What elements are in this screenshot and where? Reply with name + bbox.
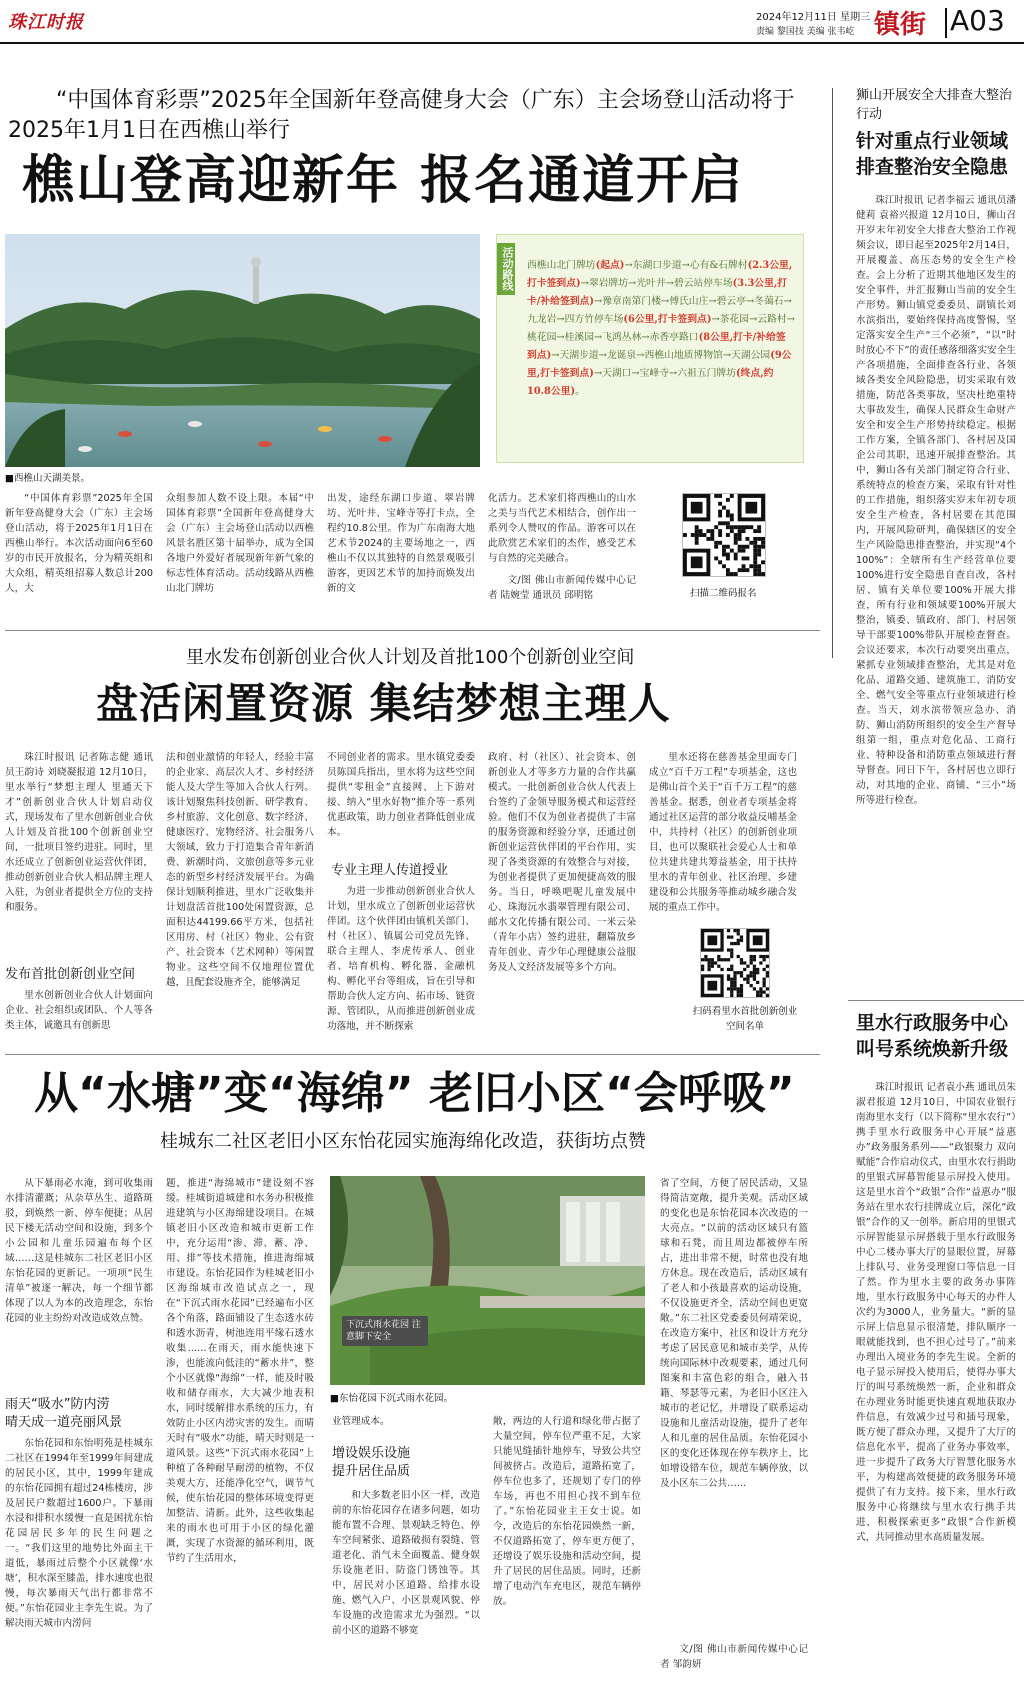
route-segment: 西樵山北门牌坊 (527, 260, 596, 271)
story3-col-5-text: 省了空间，方便了居民活动，又显得简洁宽敞，提升美观。活动区域的变化也是东怡花园本次改造的一大亮点。“以前的活动区域只有篮球和石凳，而且周边都被停车所占，进出非常不便，时常也没有地方休息。现在改造后，活动区域有了老人和小孩最喜欢的运动设施，不仅设施更齐全，活动空间也更宽敞。”东二社区党委委员何靖荣说，在改造方案中，社区和设计方充分考虑了居民意见和城市美学，从传统向国际林中改观要素，通过几何图案和丰富色彩的组合，融入书籍、琴瑟等元素，为老旧小区注入城市的老记忆，并增设了联系运动设施和儿童活动设施，提升了老年人和儿童的居住品质。东怡花园小区的变化还体现在停车秩序上，比如增设错车位，规范车辆停放，以及小区东二公共…… (660, 1178, 808, 1489)
story2-subhead-2: 专业主理人传道授业 (331, 863, 449, 878)
side2-body (856, 1080, 1016, 1676)
story3-col-5 (660, 1176, 808, 1638)
story3-col-3b-text: 和大多数老旧小区一样，改造前的东怡花园存在诸多问题，如功能布置不合理、景观缺乏特色、停车空间紧张、道路破损有裂缝、管道老化、消气未全面覆盖、健身娱乐设施老旧、防盗门锈蚀等。其中，居民对小区道路、给排水设施、燃气入户、小区景观风貌、停车设施的改造需求尤为强烈。“以前小区的道路不够宽 (332, 1490, 480, 1636)
story2-col-1-text: 珠江时报讯 记者陈志健 通讯员王韵诗 刘晓凝报道 12月10日，里水举行“梦想主理人 里通天下才”创新创业合伙人计划启动仪式，现场发布了里水创新创业合伙人计划及首批100个创新创业空间，一批项目签约进驻。同时，里水还成立了创新创业运营伙伴团，推动创新创业合伙人相品牌主理人入驻，为创业者提供全方位的支持和服务。 (5, 752, 153, 913)
story2-col-1 (5, 750, 153, 960)
story1-col-4 (488, 491, 636, 571)
masthead-divider (945, 8, 947, 38)
story1-photo-caption: ■西樵山天湖美景。 (5, 473, 90, 484)
story2-col-3-text: 不同创业者的需求。里水镇党委委员陈国兵指出，里水将为这些空间提供“零租金”直接网、上下游对接、纳入“里水好物”推介等一系列优惠政策，助力创业者降低创业成本。 (327, 752, 475, 838)
story1-col-3-text: 出发，途经东湖口步道、翠岩牌坊、光叶井、宝峰寺等打卡点，全程约10.8公里。作为广东南海大地艺术节2024的主要场地之一，西樵山不仅以其独特的自然景观吸引游客，更因艺术节的加持而焕发出新的文 (327, 493, 475, 594)
story1-col-2 (166, 491, 314, 603)
route-checkpoint: (2.3公里,打卡签到点) (527, 260, 793, 289)
story2-col-2-text: 法和创业激情的年轻人，经验丰富的企业家、高层次人才、乡村经济能人及大学生等加入合伙人行列。该计划聚焦科技创新、研学教育、乡村旅游、文化创意、数字经济、健康医疗、宠物经济、社会服务八大领域，致力于打造集合青年新消费、新潮时尚、文旅创意等多元业态的新型乡村经济发展平台。为确保计划顺利推进，里水广泛收集并计划盘活首批100处闲置资源，总面积达44199.66平方米，包括社区用房、村（社区）物业、公有资产、社会资本（艺术网种）等闲置物业。这些空间不仅地理位置优越，且配套设施齐全，能够满足 (166, 752, 314, 988)
story3-photo (330, 1176, 645, 1385)
story1-col-1 (5, 491, 153, 603)
side2-body-text: 珠江时报讯 记者袁小燕 通讯员朱淑君报道 12月10日，中国农业银行南海里水支行（以下简称“里水农行”）携手里水行政服务中心开展“益惠办”政务服务系列——“政银聚力 双向赋能”合作启动仪式，由里水农行捐助的里银式屏幕智能显示屏投入使用。这是里水首个“政银”合作“益惠办”服务站在里水农行挂牌成立后，深化“政银”合作的又一创举。新启用的里银式示屏智能显示屏搭载于里水行政服务中心二楼办事大厅的显眼位置，屏幕上排队号、业务受理窗口等信息一目了然。作为里水主要的政务办事阵地，里水行政服务中心每天的办件人次约为3000人，业务量大。“新的显示屏上信息显示很清楚，排队顺序一眼就能找到，也不担心过号了。”前来办理出入境业务的李先生说。全新的电子显示屏投入使用后，使得办事大厅的叫号系统焕然一新，企业和群众在办理业务时能更快速直观地获取办件信息，有效减少过号和插号现象，既方便了群众办理，又提升了大厅的信息化水平，提高了业务办事效率，进一步提升了政务大厅智慧化服务水平，为构建高效便捷的政务服务环境提供了有力支持。接下来，里水行政服务中心将继续与里水农行携手共进，积极探索更多“政银”合作新模式，共同推动里水高质量发展。 (856, 1082, 1016, 1543)
story1-col-1-text: “中国体育彩票”2025年全国新年登高健身大会（广东）主会场登山活动，将于2025年1月1日在西樵山举行。本次活动面向6至60岁的市民开放报名，分为精英组和大众组，精英组招募人数总计200人，大 (5, 493, 153, 594)
story2-col-4 (488, 750, 636, 1040)
story3-col-3-text: 业管理成本。 (332, 1416, 390, 1427)
route-tag: 活动路线 (497, 243, 515, 295)
story3-col-2-text: 题，推进“海绵城市”建设刻不容缓。桂城街道城建和水务办积极推进建筑与小区海绵建设项目。在城镇老旧小区改造和城市更新工作中，充分运用“渗、滞、蓄、净、用、排”等技术措施，推进海绵城市建设。东怡花园作为桂城老旧小区海绵城市改造试点之一，现在“下沉式雨水花园”已经遍布小区各个角落，路面铺设了生态透水砖和透水沥青，树池连用平缘石透水收集……在雨天，雨水能快速下渗，也能流向低洼的“蓄水井”，整个小区就像“海绵”一样，能及时吸收和储存雨水，大大减少地表积水，同时缓解排水系统的压力，有效防止小区内涝灾害的发生。而晴天时有“吸水”功能，晴天时则是一道风景。这些“下沉式雨水花园”上种植了各种耐旱耐涝的植物，不仅美观大方，还能净化空气，调节气候，使东怡花园的整体环境变得更加整洁、清新。此外，这些收集起来的雨水也可用于小区的绿化灌溉，实现了水资源的循环利用，既节约了生活用水， (166, 1178, 314, 1564)
route-segment: →茶花园→云路村→桃花园→桂溪园→飞鸿丛林→赤香亭路口 (527, 314, 795, 343)
side1-headline: 针对重点行业领域排查整治安全隐患 (856, 130, 1009, 178)
story1-qr-caption: 扫描二维码报名 (690, 588, 757, 599)
story2-kicker: 里水发布创新创业合伙人计划及首批100个创新创业空间 (186, 647, 635, 668)
story1-kicker: “中国体育彩票”2025年全国新年登高健身大会（广东）主会场登山活动将于2025年1月1日在西樵山举行 (8, 88, 795, 143)
story1-col-4-text: 化活力。艺术家们将西樵山的山水之美与当代艺术相结合，创作出一系列令人赞叹的作品。游客可以在此欣赏艺术家们的杰作，感受艺术与自然的完美融合。 (488, 493, 636, 564)
story3-deck: 桂城东二社区老旧小区东怡花园实施海绵化改造，获街坊点赞 (160, 1131, 646, 1152)
story3-col-1 (5, 1176, 153, 1391)
route-checkpoint: (终点,约10.8公里) (527, 368, 774, 397)
story3-subhead-1: 雨天“吸水”防内涝 (5, 1397, 110, 1412)
story3-subhead-3: 增设娱乐设施 (332, 1446, 411, 1461)
route-checkpoint: (6公里,打卡签到点) (623, 314, 712, 325)
story2-subhead-1: 发布首批创新创业空间 (5, 967, 136, 982)
story3-headline: 从“水塘”变“海绵” 老旧小区“会呼吸” (34, 1068, 795, 1119)
route-segment: →天湖口→宝峰寺→六祖五门牌坊 (593, 368, 737, 379)
story3-photo-sign: 下沉式雨水花园 注意脚下安全 (346, 1320, 421, 1342)
story1-col-2-text: 众组参加人数不设上限。本届“中国体育彩票”全国新年登高健身大会（广东）主会场登山活动以西樵风景名胜区第十届举办，成为全国各地户外爱好者展现新年新气象的标志性体育活动。活动线路从西樵山北门牌坊 (166, 493, 314, 594)
route-checkpoint: (3.3公里,打卡/补给签到点) (527, 278, 788, 307)
story3-photo-caption: ■东怡花园下沉式雨水花园。 (330, 1393, 453, 1404)
masthead-date: 2024年12月11日 星期三 (756, 12, 871, 23)
masthead-editors: 责编 黎国技 美编 张韦屹 (756, 27, 855, 37)
story3-col-2 (166, 1176, 314, 1676)
route-segment: →豫章南第门楼→傅氏山庄→碧云亭→冬蔼石→九龙岩→四方竹停车场 (527, 296, 792, 325)
story3-col-3b (332, 1488, 480, 1676)
story1-photo (5, 234, 480, 467)
story3-subhead-2: 晴天成一道亮丽风景 (5, 1415, 123, 1430)
story2-col-3 (327, 750, 475, 850)
story2-col-3b (327, 884, 475, 1040)
route-segment: →天湖步道→龙诞泉→西樵山地质博物馆→天湖公园 (551, 350, 771, 361)
route-segment: 。 (575, 386, 585, 397)
story1-credit: 文/图 佛山市新闻传媒中心记者 陆婉莹 通讯员 邱明铭 (488, 575, 636, 601)
story2-col-5 (649, 750, 797, 950)
story2-qr-code[interactable] (700, 928, 770, 998)
route-checkpoint: (起点) (595, 260, 625, 271)
story3-col-3 (332, 1414, 480, 1430)
route-segment: →东湖口步道→心有&石牌村 (624, 260, 748, 271)
story2-headline: 盘活闲置资源 集结梦想主理人 (96, 679, 671, 728)
route-checkpoint: (9公里,打卡签到点) (527, 350, 792, 379)
side2-headline: 里水行政服务中心叫号系统焕新升级 (856, 1012, 1009, 1060)
masthead-paper-name: 珠江时报 (8, 12, 84, 33)
route-segment: →翠岩牌坊→光叶井→碧云站停车场 (580, 278, 733, 289)
story2-top-rule (5, 630, 820, 631)
story3-col-4 (493, 1414, 641, 1676)
column-divider (832, 88, 833, 658)
route-text (527, 257, 795, 401)
side1-body-text: 珠江时报讯 记者李福云 通讯员潘健莉 袁裕兴报道 12月10日，狮山召开岁末年初安全大排查大整治工作视频会议，即日起至2025年2月14日，开展覆盖、高压态势的安全生产检查。会上分析了近期其他地区发生的安全事件，并汇报狮山当前的安全生产形势。狮山镇党委委员、副镇长刘水滨指出，要始终保持高度警惕，坚定落实安全生产“三个必须”，“以”时时放心不下”的责任感落细落实安全生产各项措施，全面排查各行业、各领域各类安全风险隐患，切实采取有效措施，防范各类事故，坚决杜绝重特大事故发生，确保人民群众生命财产安全和安全生产形势持续稳定。根据工作方案，全镇各部门、各村居及国企公司其职，迅速开展排查整治。其中，狮山各有关部门制定符合行业、系统特点的检查方案，采取有针对性的工作措施，组织落实岁末年初专项安全生产检查，各村居要在其范围内，开展风险研判，确保辖区的安全生产风险隐患排查整治，并实现“4个100%”：全辖所有生产经营单位要100%进行安全隐患自查自改，各村居、镇有关单位要100%开展大排查，所有行业和领域要100%开展大整治，镇委、镇政府、部门、村居领导干部要100%带队开展检查督查。会议还要求，本次行动要突出重点，紧抓专业领域排查整治，尤其是对危化品、道路交通、建筑施工、消防安全、燃气安全等重点行业领域进行检查。当天，刘水滨带领应急办、消防、狮山消防所组织的安全生产督导组第一组，重点对危化品、工商行业、特种设备和消防重点领域进行督导督查。同日下午，各村居也立即行动，对其地的企业、商铺、“三小”场所等进行检查。 (856, 195, 1016, 806)
route-checkpoint: (8公里,打卡/补给签到点) (527, 332, 786, 361)
story2-col-5-text: 里水还将在慈善基金里面专门成立“百千万工程”专项基金，这也是佛山首个关于“百千万工程”的慈善基金。据悉，创业者专项基金将通过社区运营的部分收益反哺基金中，共持村（社区）的创新创业项目，也可以聚联社会爱心人士和单位共建共建共筹益基金，用于扶持里水的青年创业、社区治理、乡建建设和公共服务等推动城乡融合发展的重点工作中。 (649, 752, 797, 913)
story3-col-1b (5, 1436, 153, 1676)
story2-col-1b (5, 988, 153, 1040)
masthead-page-number: A03 (950, 4, 1005, 37)
story3-col-1-text: 从下暴雨必水淹，到可收集雨水排清灌溉；从杂草丛生、道路斑驳，到焕然一新、停车便捷；从居民下楼无活动空间和设施，到多个小公园和儿童乐园遍布每个区域……这是桂城东二社区老旧小区东怡花园的更新记。一项项“民生清单”被逐一解决，每一个细节都体现了以人为本的改造理念，东怡花园的业主纷纷对改造成效点赞。 (5, 1178, 153, 1324)
story2-col-4-text: 政府、村（社区）、社会资本、创新创业人才等多方力量的合作共赢模式。一批创新创业合伙人代表上台签约了金领导服务模式和运营经验。他们不仅为创业者提供了丰富的服务资源和经验分享，还通过创新创业运营伙伴团的平台作用，实现了各类资源的有效整合与对接，为创业者提供了更加便捷高效的服务。当日，呼唤吧呢儿童发展中心、珠海沅水翡翠管理有限公司、邮水文化传播有限公司、一米云朵（青年小店）签约进驻，翻篇放乡青年创业、青少年心理健康公益服务及人文经济发展等多个方向。 (488, 752, 636, 973)
masthead-section: 镇街 (874, 10, 927, 40)
story3-top-rule (5, 1054, 820, 1055)
side1-kicker: 狮山开展安全大排查大整治行动 (856, 88, 1013, 122)
side1-body (856, 193, 1016, 1033)
story2-col-1b-text: 里水创新创业合伙人计划面向企业、社会组织或团队、个人等各类主体，诚邀具有创新思 (5, 990, 153, 1031)
story2-qr-caption: 扫码看里水首批创新创业空间名单 (692, 1006, 798, 1032)
story1-col-3 (327, 491, 475, 603)
route-box (496, 234, 804, 463)
story3-subhead-4: 提升居住品质 (332, 1464, 411, 1479)
story2-col-2 (166, 750, 314, 1040)
story3-credit: 文/图 佛山市新闻传媒中心记者 邹韵妍 (660, 1644, 808, 1670)
side-divider (848, 1000, 1024, 1001)
masthead-rule (0, 42, 1024, 44)
story2-col-3b-text: 为进一步推动创新创业合伙人计划，里水成立了创新创业运营伙伴团。这个伙伴团由镇机关部门、村（社区）、镇属公司党员先锋、联合主理人、李虎传承人、创业者、培育机构、孵化器、金融机构、孵化平台等组成，旨在引导和帮助合伙人定方向、拓市场、链资源、管团队，从而推进创新创业成功落地，并不断探索 (327, 886, 475, 1032)
story3-col-4-text: 敞，两边的人行道和绿化带占据了大量空间，停车位严重不足，大家只能见缝插针地停车，导致公共空间被挤占。改造后，道路拓宽了，停车位也多了，还规划了专门的停车场，再也不用担心找不到车位了。”东怡花园业主王女士说。如今，改造后的东怡花园焕然一新，不仅道路拓宽了，停车更方便了，还增设了娱乐设施和活动空间，提升了居民的居住品质。同时，还新增了电动汽车充电区，规范车辆停放。 (493, 1416, 641, 1607)
story1-qr-code[interactable] (682, 493, 766, 577)
story1-headline: 樵山登高迎新年 报名通道开启 (22, 151, 745, 211)
story3-col-1b-text: 东怡花园和东怡明苑是桂城东二社区在1994年至1999年间建成的居民小区，其中，1999年建成的东怡花园拥有超过24栋楼房，涉及居民户数超过1600户。下暴雨水浸和排积水缓慢一直是困扰东怡花园居民多年的民生问题之一。“我们这里的地势比外面主干道低，暴雨过后整个小区就像‘水塘’，积水深至膝盖，排水速度也很慢，每次暴雨天气出行都非常不便。”东怡花园业主李先生说。为了解决雨天城市内涝问 (5, 1438, 153, 1629)
